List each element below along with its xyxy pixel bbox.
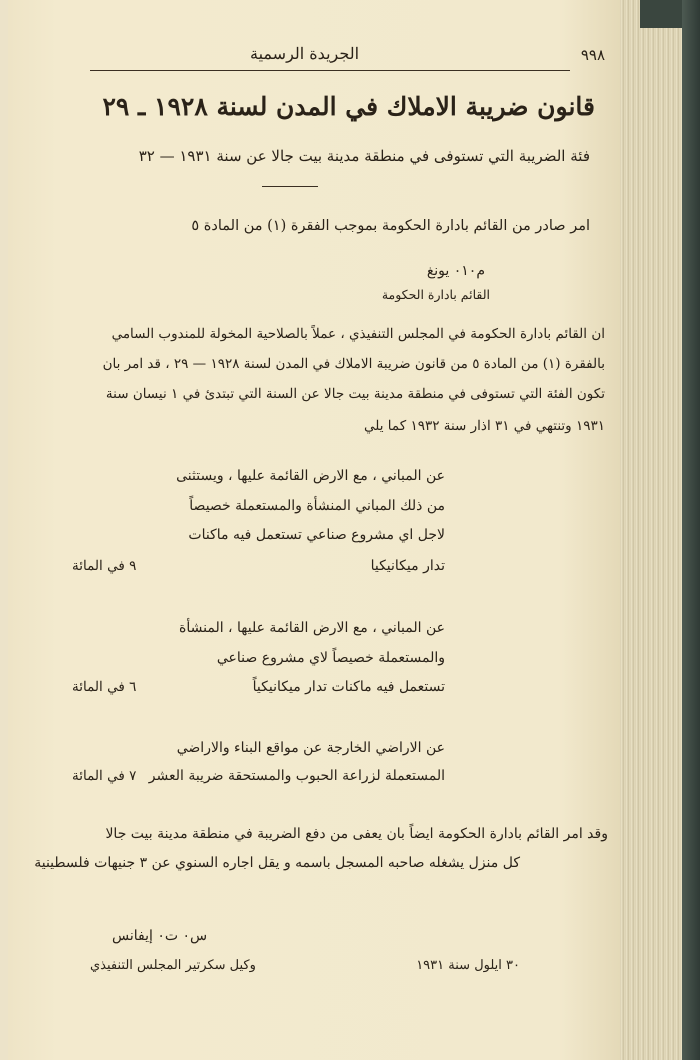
paragraph-line: بالفقرة (١) من المادة ٥ من قانون ضريبة الاملاك في المدن لسنة ١٩٢٨ — ٢٩ ، قد امر بان bbox=[102, 356, 605, 372]
issuer-title: القائم بادارة الحكومة bbox=[381, 287, 490, 302]
paragraph-line: ان القائم بادارة الحكومة في المجلس التنفيذي ، عملاً بالصلاحية المخولة للمندوب السامي bbox=[111, 326, 605, 342]
exemption-line: كل منزل يشغله صاحبه المسجل باسمه و يقل اجاره السنوي عن ٣ جنيهات فلسطينية bbox=[34, 855, 520, 871]
tax-item-line: عن المباني ، مع الارض القائمة عليها ، المنشأة bbox=[179, 620, 445, 636]
tax-item-line: المستعملة لزراعة الحبوب والمستحقة ضريبة العشر bbox=[148, 768, 445, 784]
book-cover bbox=[682, 0, 700, 1060]
issue-date: ٣٠ ايلول سنة ١٩٣١ bbox=[416, 958, 520, 973]
divider bbox=[262, 186, 318, 187]
tax-item-line: من ذلك المباني المنشأة والمستعملة خصيصاً bbox=[189, 498, 445, 514]
signatory-title: وكيل سكرتير المجلس التنفيذي bbox=[90, 958, 256, 973]
signatory-name: س٠ ت٠ إيفانس bbox=[112, 928, 208, 944]
paragraph-line: تكون الفئة التي تستوفى في منطقة مدينة بيت جالا عن السنة التي تبتدئ في ١ نيسان سنة bbox=[105, 386, 605, 402]
tax-rate: ٩ في المائة bbox=[72, 558, 137, 574]
tax-item-line: لاجل اي مشروع صناعي تستعمل فيه ماكنات bbox=[188, 527, 445, 543]
exemption-line: وقد امر القائم بادارة الحكومة ايضاً بان يعفى من دفع الضريبة في منطقة مدينة بيت جالا bbox=[105, 826, 608, 842]
subtitle: فئة الضريبة التي تستوفى في منطقة مدينة بيت جالا عن سنة ١٩٣١ — ٣٢ bbox=[138, 147, 590, 165]
header-rule bbox=[90, 70, 570, 71]
tax-rate: ٧ في المائة bbox=[72, 768, 137, 784]
tax-item-line: عن المباني ، مع الارض القائمة عليها ، ويستثنى bbox=[176, 468, 445, 484]
running-header: الجريدة الرسمية bbox=[250, 44, 360, 63]
tax-item-line: والمستعملة خصيصاً لاي مشروع صناعي bbox=[216, 650, 445, 666]
tax-item-line: تدار ميكانيكيا bbox=[370, 558, 445, 574]
page-number: ٩٩٨ bbox=[580, 46, 605, 64]
order-heading: امر صادر من القائم بادارة الحكومة بموجب الفقرة (١) من المادة ٥ bbox=[191, 218, 590, 234]
paragraph-line: ١٩٣١ وتنتهي في ٣١ اذار سنة ١٩٣٢ كما يلي bbox=[364, 418, 605, 434]
tax-rate: ٦ في المائة bbox=[72, 679, 137, 695]
tax-item-line: عن الاراضي الخارجة عن مواقع البناء والاراضي bbox=[176, 740, 445, 756]
tax-item-line: تستعمل فيه ماكنات تدار ميكانيكياً bbox=[252, 679, 445, 695]
issuer-name: م٠١٠ يونغ bbox=[426, 263, 485, 279]
page-title: قانون ضريبة الاملاك في المدن لسنة ١٩٢٨ ـ ٢٩ bbox=[102, 92, 595, 121]
